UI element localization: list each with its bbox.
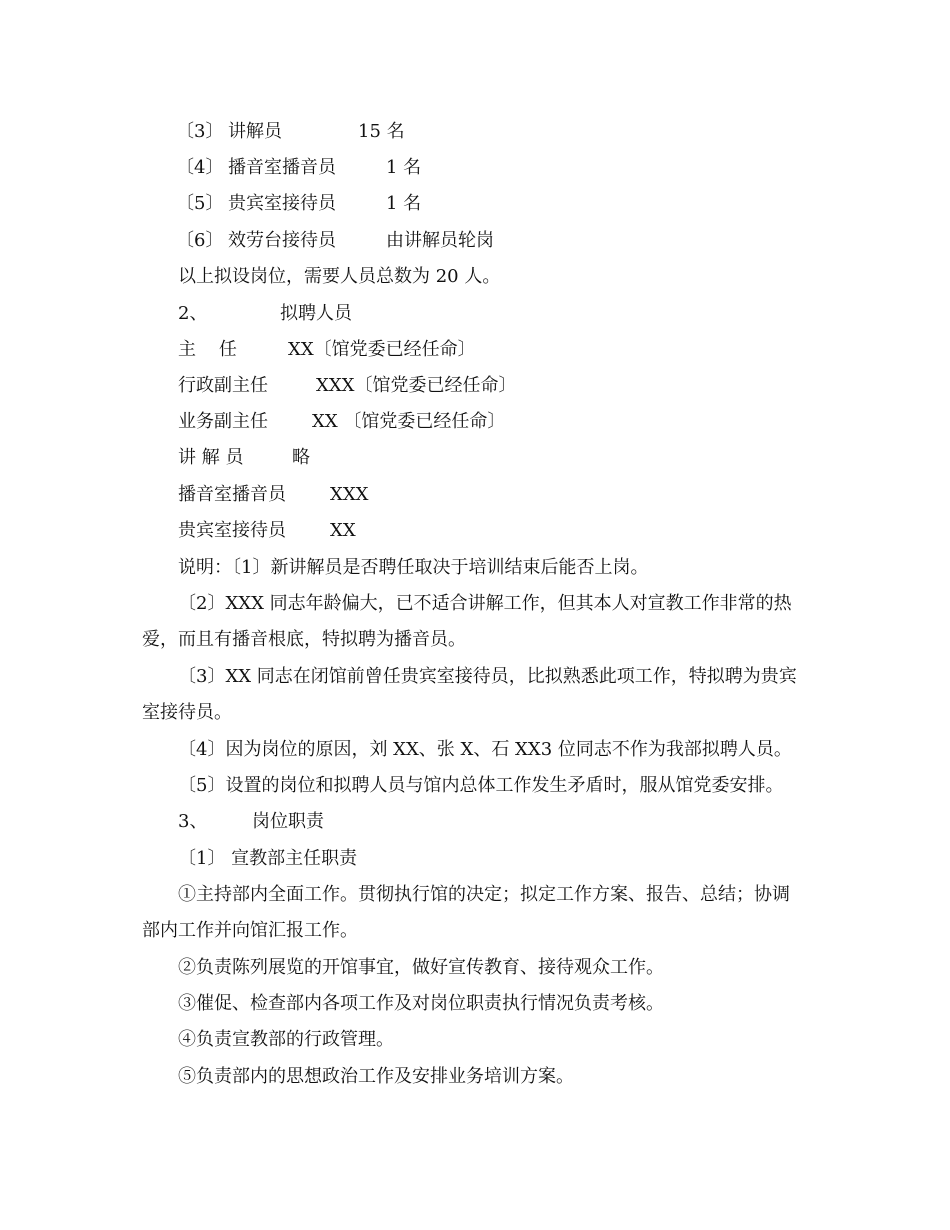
note-2-line-2: 爱，而且有播音根底，特拟聘为播音员。	[142, 629, 466, 650]
note-4: 〔4〕因为岗位的原因，刘 XX、张 X、石 XX3 位同志不作为我部拟聘人员。	[178, 739, 792, 760]
duty-3: ③催促、检查部内各项工作及对岗位职责执行情况负责考核。	[178, 993, 664, 1014]
staff-broadcaster-value: XXX	[330, 484, 369, 505]
positions-total: 以上拟设岗位，需要人员总数为 20 人。	[178, 266, 501, 287]
position-4-count: 1 名	[386, 157, 422, 178]
position-4-num: 〔4〕	[176, 157, 224, 178]
position-5-num: 〔5〕	[176, 193, 224, 214]
section-3-number: 3、	[178, 811, 208, 832]
position-3-title: 讲解员	[228, 121, 282, 142]
staff-director-value: XX〔馆党委已经任命〕	[288, 339, 476, 360]
note-1: 说明：〔1〕新讲解员是否聘任取决于培训结束后能否上岗。	[178, 557, 649, 578]
section-2-number: 2、	[178, 303, 208, 324]
position-6-title: 效劳台接待员	[228, 230, 336, 251]
section-2-title: 拟聘人员	[280, 303, 352, 324]
staff-vip-receptionist-role: 贵宾室接待员	[178, 520, 286, 541]
position-3-count: 15 名	[358, 121, 405, 142]
position-5-title: 贵宾室接待员	[228, 193, 336, 214]
position-6-count: 由讲解员轮岗	[386, 230, 494, 251]
duty-4: ④负责宣教部的行政管理。	[178, 1029, 394, 1050]
staff-broadcaster-role: 播音室播音员	[178, 484, 286, 505]
staff-business-deputy-value: XX 〔馆党委已经任命〕	[312, 411, 506, 432]
position-6-num: 〔6〕	[176, 230, 224, 251]
note-5: 〔5〕设置的岗位和拟聘人员与馆内总体工作发生矛盾时，服从馆党委安排。	[178, 775, 784, 796]
duty-1-line-2: 部内工作并向馆汇报工作。	[142, 920, 358, 941]
note-3-line-1: 〔3〕XX 同志在闭馆前曾任贵宾室接待员，比拟熟悉此项工作，特拟聘为贵宾	[178, 666, 797, 687]
position-3-num: 〔3〕	[176, 121, 224, 142]
staff-admin-deputy-role: 行政副主任	[178, 375, 268, 396]
duty-heading: 〔1〕 宣教部主任职责	[178, 848, 358, 869]
duty-2: ②负责陈列展览的开馆事宜，做好宣传教育、接待观众工作。	[178, 957, 664, 978]
staff-business-deputy-role: 业务副主任	[178, 411, 268, 432]
staff-guide-role: 讲 解 员	[178, 447, 244, 468]
duty-1-line-1: ①主持部内全面工作。贯彻执行馆的决定；拟定工作方案、报告、总结；协调	[178, 884, 790, 905]
section-3-title: 岗位职责	[252, 811, 324, 832]
position-5-count: 1 名	[386, 193, 422, 214]
note-2-line-1: 〔2〕XXX 同志年龄偏大，已不适合讲解工作，但其本人对宣教工作非常的热	[178, 593, 792, 614]
staff-director-role: 主 任	[178, 339, 237, 360]
staff-admin-deputy-value: XXX〔馆党委已经任命〕	[316, 375, 517, 396]
staff-vip-receptionist-value: XX	[330, 520, 356, 541]
duty-5: ⑤负责部内的思想政治工作及安排业务培训方案。	[178, 1066, 574, 1087]
note-3-line-2: 室接待员。	[142, 702, 232, 723]
position-4-title: 播音室播音员	[228, 157, 336, 178]
staff-guide-value: 略	[292, 447, 310, 468]
